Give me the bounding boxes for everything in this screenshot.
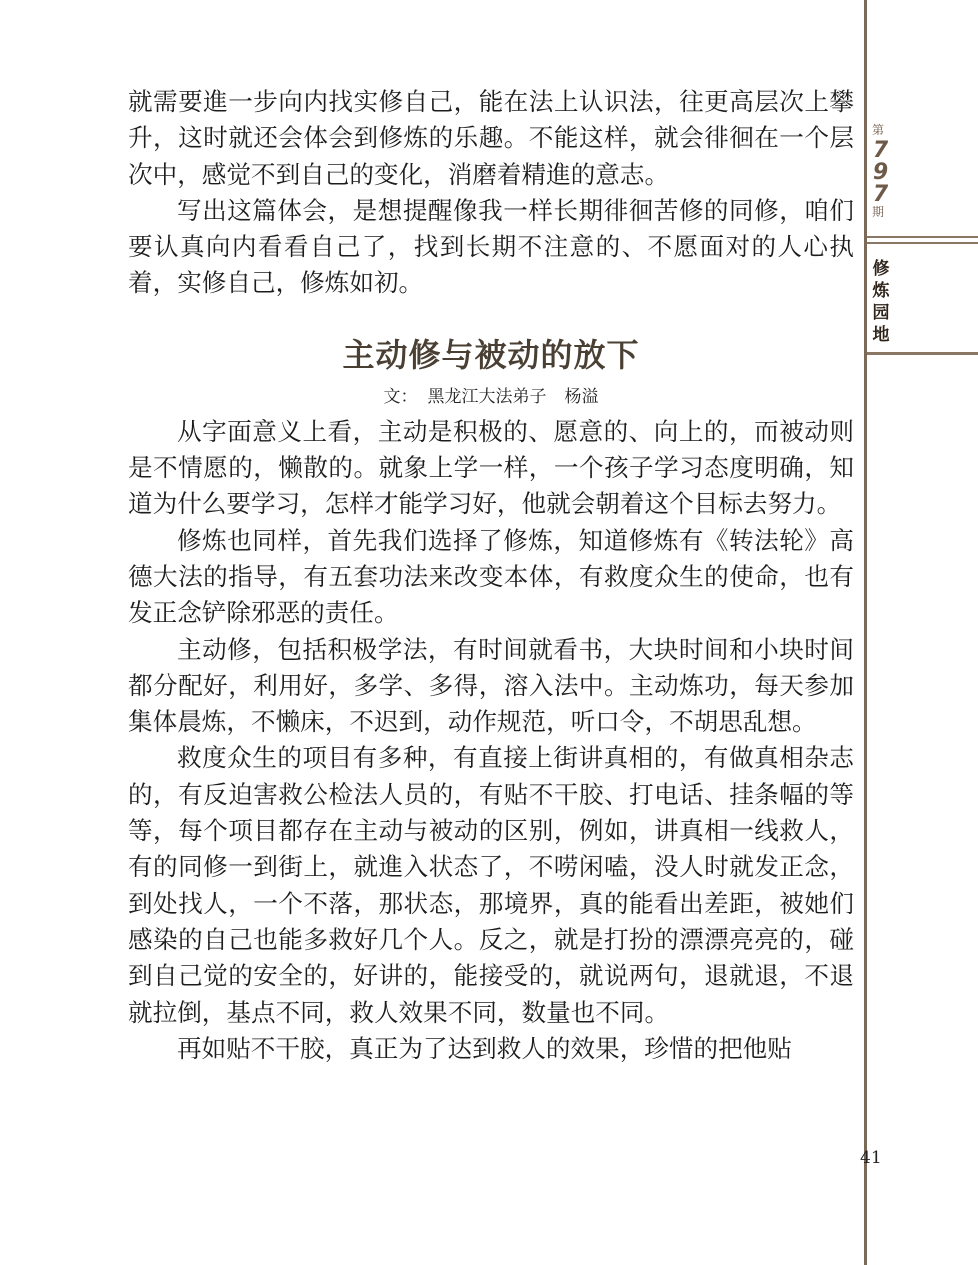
section-label-char: 炼 [872, 281, 890, 301]
page-body [128, 84, 854, 1067]
byline-source: 黑龙江大法弟子 [427, 386, 547, 407]
article-paragraph: 主动修，包括积极学法，有时间就看书，大块时间和小块时间都分配好，利用好，多学、多得，溶入法中。主动炼功，每天参加集体晨炼，不懒床，不迟到，动作规范，听口令，不胡思乱想。 [128, 634, 854, 737]
section-label-char: 地 [872, 325, 890, 345]
article-paragraph: 救度众生的项目有多种，有直接上街讲真相的，有做真相杂志的，有反迫害救公检法人员的，有贴不干胶、打电话、挂条幅的等等，每个项目都存在主动与被动的区别，例如，讲真相一线救人，有的同修一到街上，就進入状态了，不唠闲嗑，没人时就发正念，到处找人，一个不落，那状态，那境界，真的能看出差距，被她们感染的自己也能多救好几个人。反之，就是打扮的漂漂亮亮的，碰到自己觉的安全的，好讲的，能接受的，就说两句，退就退，不退就拉倒，基点不同，救人效果不同，数量也不同。 [128, 743, 854, 1027]
issue-number-block [868, 122, 893, 220]
article-paragraph: 从字面意义上看，主动是积极的、愿意的、向上的，而被动则是不情愿的，懒散的。就象上学一样，一个孩子学习态度明确，知道为什么要学习，怎样才能学习好，他就会朝着这个目标去努力。 [128, 416, 854, 519]
margin-divider-top [867, 236, 978, 238]
article-byline [128, 384, 854, 410]
article-paragraph: 再如贴不干胶，真正为了达到救人的效果，珍惜的把他贴 [177, 1033, 792, 1063]
page-number: 41 [860, 1148, 882, 1168]
intro-paragraph: 写出这篇体会，是想提醒像我一样长期徘徊苦修的同修，咱们要认真向内看看自己了，找到长期不注意的、不愿面对的人心执着，实修自己，修炼如初。 [128, 195, 854, 298]
issue-prefix: 第 [871, 123, 884, 137]
issue-suffix: 期 [871, 205, 884, 219]
section-label [870, 258, 892, 346]
byline-prefix: 文： [383, 386, 418, 407]
byline-author: 杨溢 [564, 386, 599, 407]
article-title: 主动修与被动的放下 [342, 335, 640, 374]
section-label-char: 修 [872, 259, 890, 279]
section-label-char: 园 [872, 303, 890, 323]
margin-divider-top-2 [867, 242, 978, 244]
intro-paragraph: 就需要進一步向内找实修自己，能在法上认识法，往更高层次上攀升，这时就还会体会到修炼的乐趣。不能这样，就会徘徊在一个层次中，感觉不到自己的变化，消磨着精進的意志。 [128, 87, 854, 189]
issue-number: 797 [868, 138, 893, 204]
article-paragraph: 修炼也同样，首先我们选择了修炼，知道修炼有《转法轮》高德大法的指导，有五套功法来改变本体，有救度众生的使命，也有发正念铲除邪恶的责任。 [128, 525, 854, 628]
margin-divider-bottom [867, 352, 978, 355]
